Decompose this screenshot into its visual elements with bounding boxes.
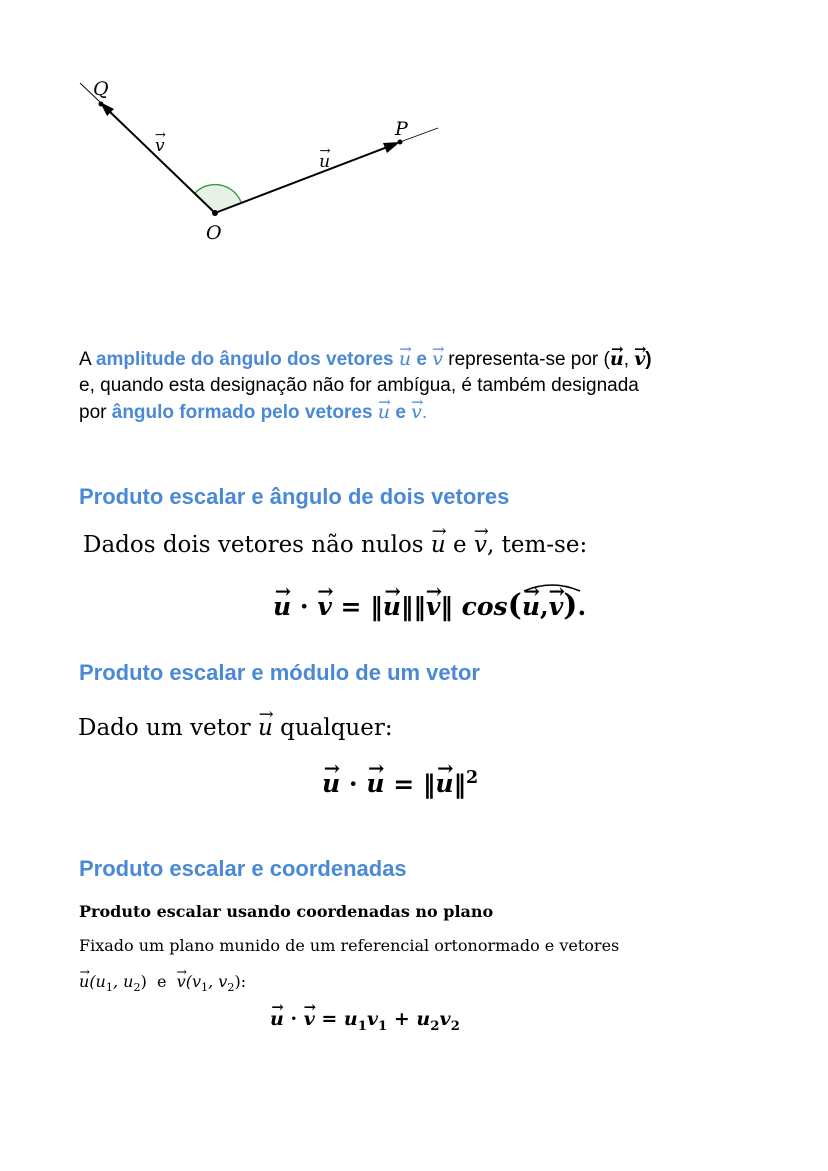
section3-heading: Produto escalar e coordenadas xyxy=(79,856,407,881)
label-vector-v: → v xyxy=(155,136,165,156)
section3-text: Fixado um plano munido de um referencial ortonormado e vetores xyxy=(79,936,620,955)
label-o: O xyxy=(206,222,222,244)
section1-equation: → u · → v = ‖→ u‖‖→ v‖ cos( → u,→ v). xyxy=(273,588,586,623)
vector-angle-figure xyxy=(60,70,460,260)
label-p: P xyxy=(395,118,408,140)
section2-equation: → u · → u = ‖→ u‖$^2$ xyxy=(322,768,478,798)
point-o xyxy=(212,210,218,216)
point-p xyxy=(398,140,403,145)
highlight-amplitude: amplitude do ângulo dos vetores xyxy=(95,349,399,370)
vector-u-arrowhead xyxy=(383,142,400,153)
section1-heading: Produto escalar e ângulo de dois vetores xyxy=(79,484,510,509)
highlight-angulo-formado: ângulo formado pelo vetores xyxy=(111,402,378,423)
vector-u-line xyxy=(215,146,390,213)
label-q: Q xyxy=(93,78,109,100)
angle-sector xyxy=(195,185,241,213)
intro-line-3: por ângulo formado pelo vetores → u e → v. xyxy=(79,399,779,426)
section3-equation: → u · → $v = u_1v_1 + u_2v_2$ xyxy=(270,1008,460,1034)
section3-coordinates: → $u(u_1$, $u_2$) $e \to v(v_1$, $v_2$): xyxy=(79,972,246,994)
label-vector-u: → u xyxy=(319,152,330,172)
section3-subheading: Produto escalar usando coordenadas no plano xyxy=(79,902,494,921)
angle-hat: → u,→ v xyxy=(522,592,563,621)
intro-line-2: e, quando esta designação não for ambígua, é também designada xyxy=(79,375,639,396)
vector-v-line xyxy=(108,110,215,213)
point-q xyxy=(99,102,104,107)
intro-paragraph xyxy=(79,346,779,426)
section1-text: Dados dois vetores não nulos → u e → v, tem-se: xyxy=(83,532,587,558)
intro-line-1: A amplitude do ângulo dos vetores → u e → v representa-se por (→ u, → v) xyxy=(79,346,779,373)
section2-text: Dado um vetor → u qualquer: xyxy=(78,715,393,741)
section2-heading: Produto escalar e módulo de um vetor xyxy=(79,660,480,685)
